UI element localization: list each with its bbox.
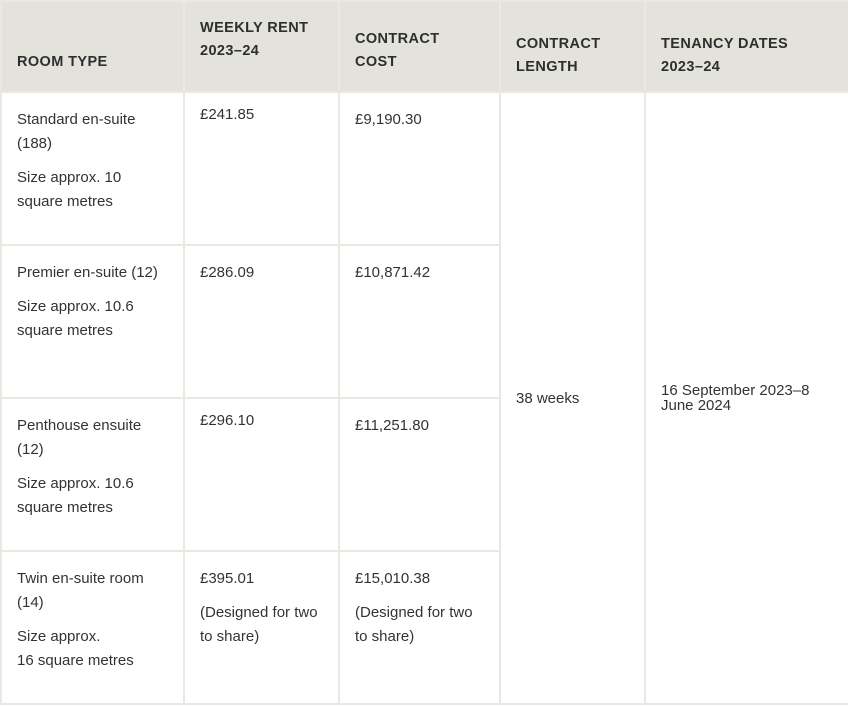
contract-cost-value: £15,010.38: [355, 570, 431, 587]
room-size: Size approx. 10.6 square metres: [17, 298, 134, 339]
room-type-cell: [1, 92, 184, 245]
contract-length-cell: 38 weeks: [500, 92, 645, 704]
header-room-type: ROOM TYPE: [1, 1, 184, 92]
room-name: Twin en-suite room (14): [17, 570, 144, 611]
header-weekly-rent: WEEKLY RENT 2023–24: [184, 1, 339, 92]
contract-cost-value: £10,871.42: [355, 264, 431, 281]
room-name: Standard en-suite (188): [17, 111, 136, 152]
contract-cost-cell: [339, 92, 500, 245]
weekly-rent-cell: [184, 398, 339, 551]
room-size: Size approx. 10.6 square metres: [17, 475, 134, 516]
weekly-rent-value: £296.10: [200, 412, 255, 429]
weekly-rent-value: £395.01: [200, 570, 255, 587]
weekly-rent-note: (Designed for two to share): [200, 604, 318, 645]
contract-cost-value: £9,190.30: [355, 111, 422, 128]
header-contract-length: CONTRACT LENGTH: [500, 1, 645, 92]
room-size: Size approx. 10 square metres: [17, 169, 122, 210]
header-tenancy-dates: TENANCY DATES 2023–24: [645, 1, 848, 92]
room-name: Penthouse ensuite (12): [17, 417, 142, 458]
weekly-rent-cell: [184, 551, 339, 704]
header-contract-cost: CONTRACT COST: [339, 1, 500, 92]
weekly-rent-cell: [184, 92, 339, 245]
weekly-rent-value: £241.85: [200, 106, 255, 123]
room-type-cell: [1, 398, 184, 551]
room-size: [17, 625, 168, 673]
table-row: [1, 92, 848, 245]
room-name: Premier en-suite (12): [17, 264, 158, 281]
tenancy-dates-cell: 16 September 2023–8 June 2024: [645, 92, 848, 704]
weekly-rent-value: £286.09: [200, 264, 255, 281]
table-header-row: [1, 1, 848, 92]
weekly-rent-cell: [184, 245, 339, 398]
room-type-cell: [1, 551, 184, 704]
contract-cost-cell: [339, 551, 500, 704]
contract-cost-cell: [339, 398, 500, 551]
contract-cost-note: (Designed for two to share): [355, 604, 473, 645]
room-size-line-1: Size approx.: [17, 628, 101, 645]
room-type-cell: [1, 245, 184, 398]
room-size-line-2: 16 square metres: [17, 652, 134, 669]
contract-cost-cell: [339, 245, 500, 398]
contract-cost-value: £11,251.80: [355, 417, 429, 434]
